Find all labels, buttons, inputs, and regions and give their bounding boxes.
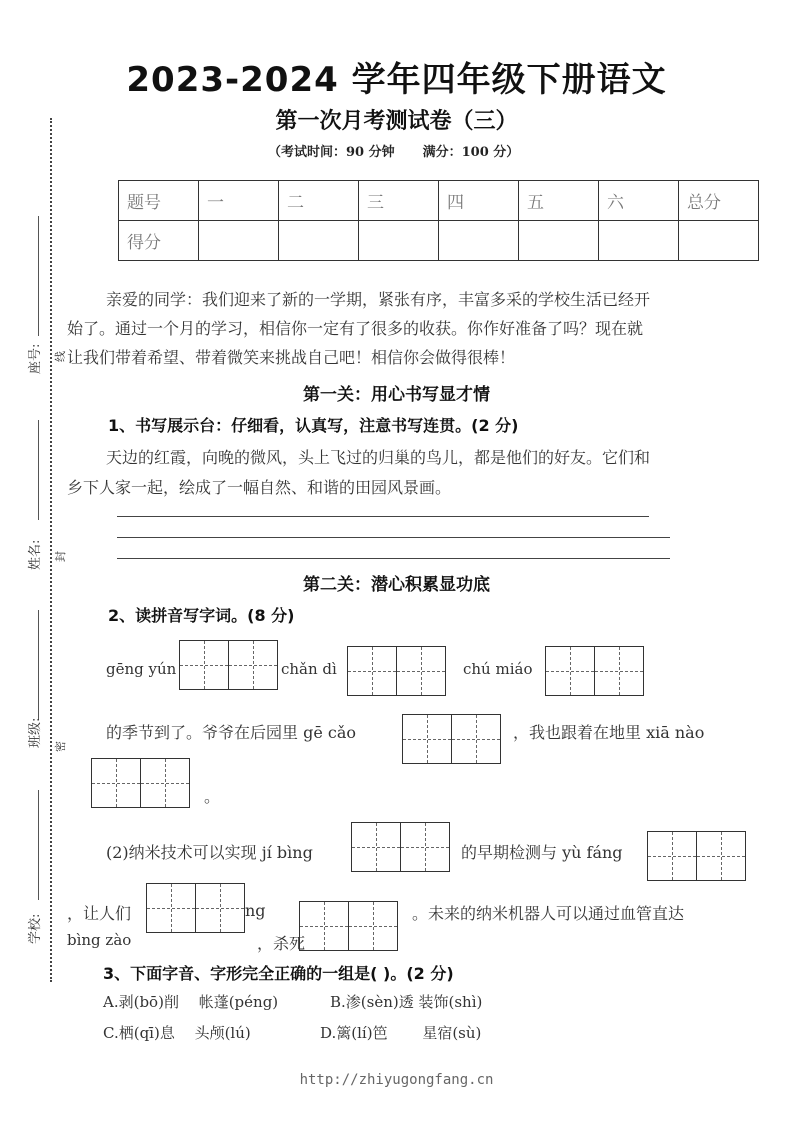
- pinyin-label: bìng zào: [67, 931, 132, 949]
- name-write-line: [38, 420, 39, 520]
- table-cell: 六: [599, 181, 679, 221]
- class-label: 班级:: [28, 717, 43, 748]
- writing-line[interactable]: [117, 516, 649, 517]
- score-input-cell[interactable]: [199, 221, 279, 261]
- question-3: 3、下面字音、字形完全正确的一组是( )。(2 分): [103, 964, 454, 983]
- question-2: 2、读拼音写字词。(8 分): [108, 606, 295, 625]
- table-cell: 一: [199, 181, 279, 221]
- name-label: 姓名:: [28, 539, 43, 570]
- class-write-line: [38, 610, 39, 720]
- score-table-header-row: [119, 181, 759, 221]
- question-text: 的早期检测与 yù fáng: [461, 843, 623, 862]
- question-text: ，让人们: [67, 904, 132, 923]
- question-1: 1、书写展示台：仔细看，认真写，注意书写连贯。(2 分): [108, 416, 519, 435]
- table-cell: 二: [279, 181, 359, 221]
- footer-url: http://zhiyugongfang.cn: [299, 1072, 494, 1088]
- score-input-cell[interactable]: [359, 221, 439, 261]
- option-b[interactable]: B.渗(sèn)透 装饰(shì): [330, 993, 483, 1011]
- exam-time: （考试时间：90 分钟: [268, 145, 395, 160]
- pinyin-label: gēng yún: [106, 660, 177, 678]
- question-text: ，杀死: [257, 934, 306, 953]
- exam-full-score: 满分：100 分）: [422, 145, 520, 160]
- table-cell: 得分: [119, 221, 199, 261]
- answer-grid[interactable]: [146, 883, 245, 933]
- table-cell: 三: [359, 181, 439, 221]
- section2-title: 第二关：潜心积累显功底: [303, 575, 490, 595]
- table-cell: 题号: [119, 181, 199, 221]
- table-cell: 五: [519, 181, 599, 221]
- school-write-line: [38, 790, 39, 900]
- score-table: [118, 180, 759, 261]
- question-text: 的季节到了。爷爷在后园里 gē cǎo: [106, 723, 357, 742]
- answer-grid[interactable]: [647, 831, 746, 881]
- table-cell: 四: [439, 181, 519, 221]
- score-table-score-row: [119, 221, 759, 261]
- answer-grid[interactable]: [402, 714, 501, 764]
- option-a[interactable]: A.剥(bō)削 帐蓬(péng): [103, 993, 279, 1011]
- school-label: 学校:: [28, 913, 43, 944]
- binding-dotted-line: [50, 118, 52, 982]
- copy-text-line: 乡下人家一起，绘成了一幅自然、和谐的田园风景画。: [67, 478, 452, 497]
- option-c[interactable]: C.栖(qī)息 头颅(lú): [103, 1024, 251, 1042]
- writing-line[interactable]: [117, 558, 670, 559]
- question-text: 。未来的纳米机器人可以通过血管直达: [412, 904, 685, 923]
- question-text: (2)纳米技术可以实现 jí bìng: [106, 843, 313, 862]
- intro-line: 亲爱的同学：我们迎来了新的一学期，紧张有序，丰富多采的学校生活已经开: [106, 290, 651, 309]
- secret-mark: 密: [54, 741, 67, 752]
- score-input-cell[interactable]: [519, 221, 599, 261]
- page-subtitle: 第一次月考测试卷（三）: [275, 109, 518, 134]
- seat-write-line: [38, 216, 39, 336]
- question-text: 。: [204, 787, 221, 806]
- answer-grid[interactable]: [351, 822, 450, 872]
- score-input-cell[interactable]: [679, 221, 759, 261]
- question-text: ng: [245, 901, 266, 920]
- seal-mark: 封: [54, 551, 67, 562]
- pinyin-label: chú miáo: [463, 660, 533, 678]
- score-input-cell[interactable]: [599, 221, 679, 261]
- exam-info: [268, 141, 547, 160]
- line-mark: 线: [54, 351, 67, 362]
- answer-grid[interactable]: [347, 646, 446, 696]
- answer-grid[interactable]: [91, 758, 190, 808]
- pinyin-label: chǎn dì: [281, 660, 337, 678]
- page-title: 2023-2024 学年四年级下册语文: [126, 60, 667, 100]
- option-d[interactable]: D.篱(lí)笆 星宿(sù): [320, 1024, 482, 1042]
- table-cell: 总分: [679, 181, 759, 221]
- answer-grid[interactable]: [179, 640, 278, 690]
- seat-label: 座号:: [28, 343, 43, 374]
- score-input-cell[interactable]: [279, 221, 359, 261]
- score-input-cell[interactable]: [439, 221, 519, 261]
- question-text: ，我也跟着在地里 xiā nào: [513, 723, 705, 742]
- intro-line: 让我们带着希望、带着微笑来挑战自己吧！相信你会做得很棒！: [67, 348, 516, 367]
- answer-grid[interactable]: [299, 901, 398, 951]
- answer-grid[interactable]: [545, 646, 644, 696]
- writing-line[interactable]: [117, 537, 670, 538]
- section1-title: 第一关：用心书写显才情: [303, 385, 490, 405]
- intro-line: 始了。通过一个月的学习，相信你一定有了很多的收获。你作好准备了吗？现在就: [67, 319, 644, 338]
- copy-text-line: 天边的红霞，向晚的微风，头上飞过的归巢的鸟儿，都是他们的好友。它们和: [106, 448, 651, 467]
